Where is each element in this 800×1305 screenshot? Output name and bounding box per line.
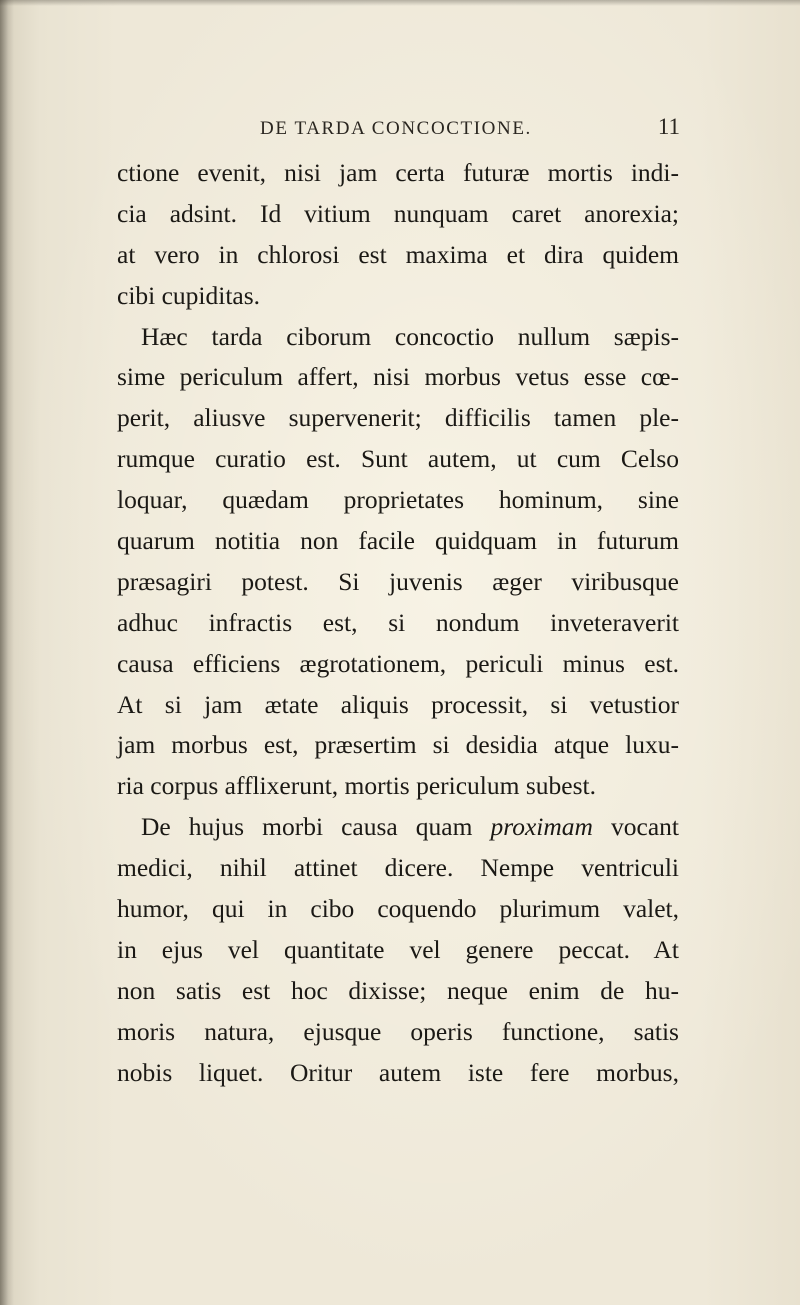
text-line: quarum notitia non facile quidquam in futurum [117,526,679,556]
text-segment: vocant [592,812,679,842]
text-line: ctione evenit, nisi jam certa futuræ mortis indi- [117,158,679,187]
running-head [120,114,680,142]
text-line: at vero in chlorosi est maxima et dira quidem [117,239,679,269]
text-line: in ejus vel quantitate vel genere peccat. At [117,934,679,964]
binding-shadow [0,0,14,1305]
text-line: humor, qui in cibo coquendo plurimum valet, [117,894,679,924]
text-line: rumque curatio est. Sunt autem, ut cum Celso [117,444,679,474]
running-head-title: DE TARDA CONCOCTIONE. [260,118,532,139]
text-line: nobis liquet. Oritur autem iste fere morbus, [117,1057,679,1087]
text-line: sime periculum affert, nisi morbus vetus esse cœ- [117,362,679,392]
text-line [117,807,679,848]
text-line: Hæc tarda ciborum concoctio nullum sæpis- [141,321,679,351]
text-line: jam morbus est, præsertim si desidia atque luxu- [117,730,679,760]
text-line: At si jam ætate aliquis processit, si vetustior [117,689,679,719]
text-line: causa efficiens ægrotationem, periculi minus est. [117,648,679,678]
text-line: loquar, quædam proprietates hominum, sine [117,485,679,515]
body-text [117,153,679,1093]
text-line: non satis est hoc dixisse; neque enim de hu- [117,975,679,1005]
text-line: adhuc infractis est, si nondum inveteraverit [117,607,679,637]
text-line: perit, aliusve supervenerit; difficilis tamen ple- [117,403,679,433]
text-segment: De hujus morbi causa quam [141,812,491,842]
page-top-edge [0,0,800,6]
text-line: cibi cupiditas. [117,280,261,310]
page-number: 11 [657,114,680,139]
text-line: præsagiri potest. Si juvenis æger viribusque [117,566,679,596]
text-line: medici, nihil attinet dicere. Nempe ventriculi [117,853,679,883]
italic-term: proximam [490,812,593,842]
text-line: moris natura, ejusque operis functione, satis [117,1016,679,1046]
text-line: cia adsint. Id vitium nunquam caret anorexia; [117,198,679,228]
text-line: ria corpus afflixerunt, mortis periculum subest. [117,771,596,801]
